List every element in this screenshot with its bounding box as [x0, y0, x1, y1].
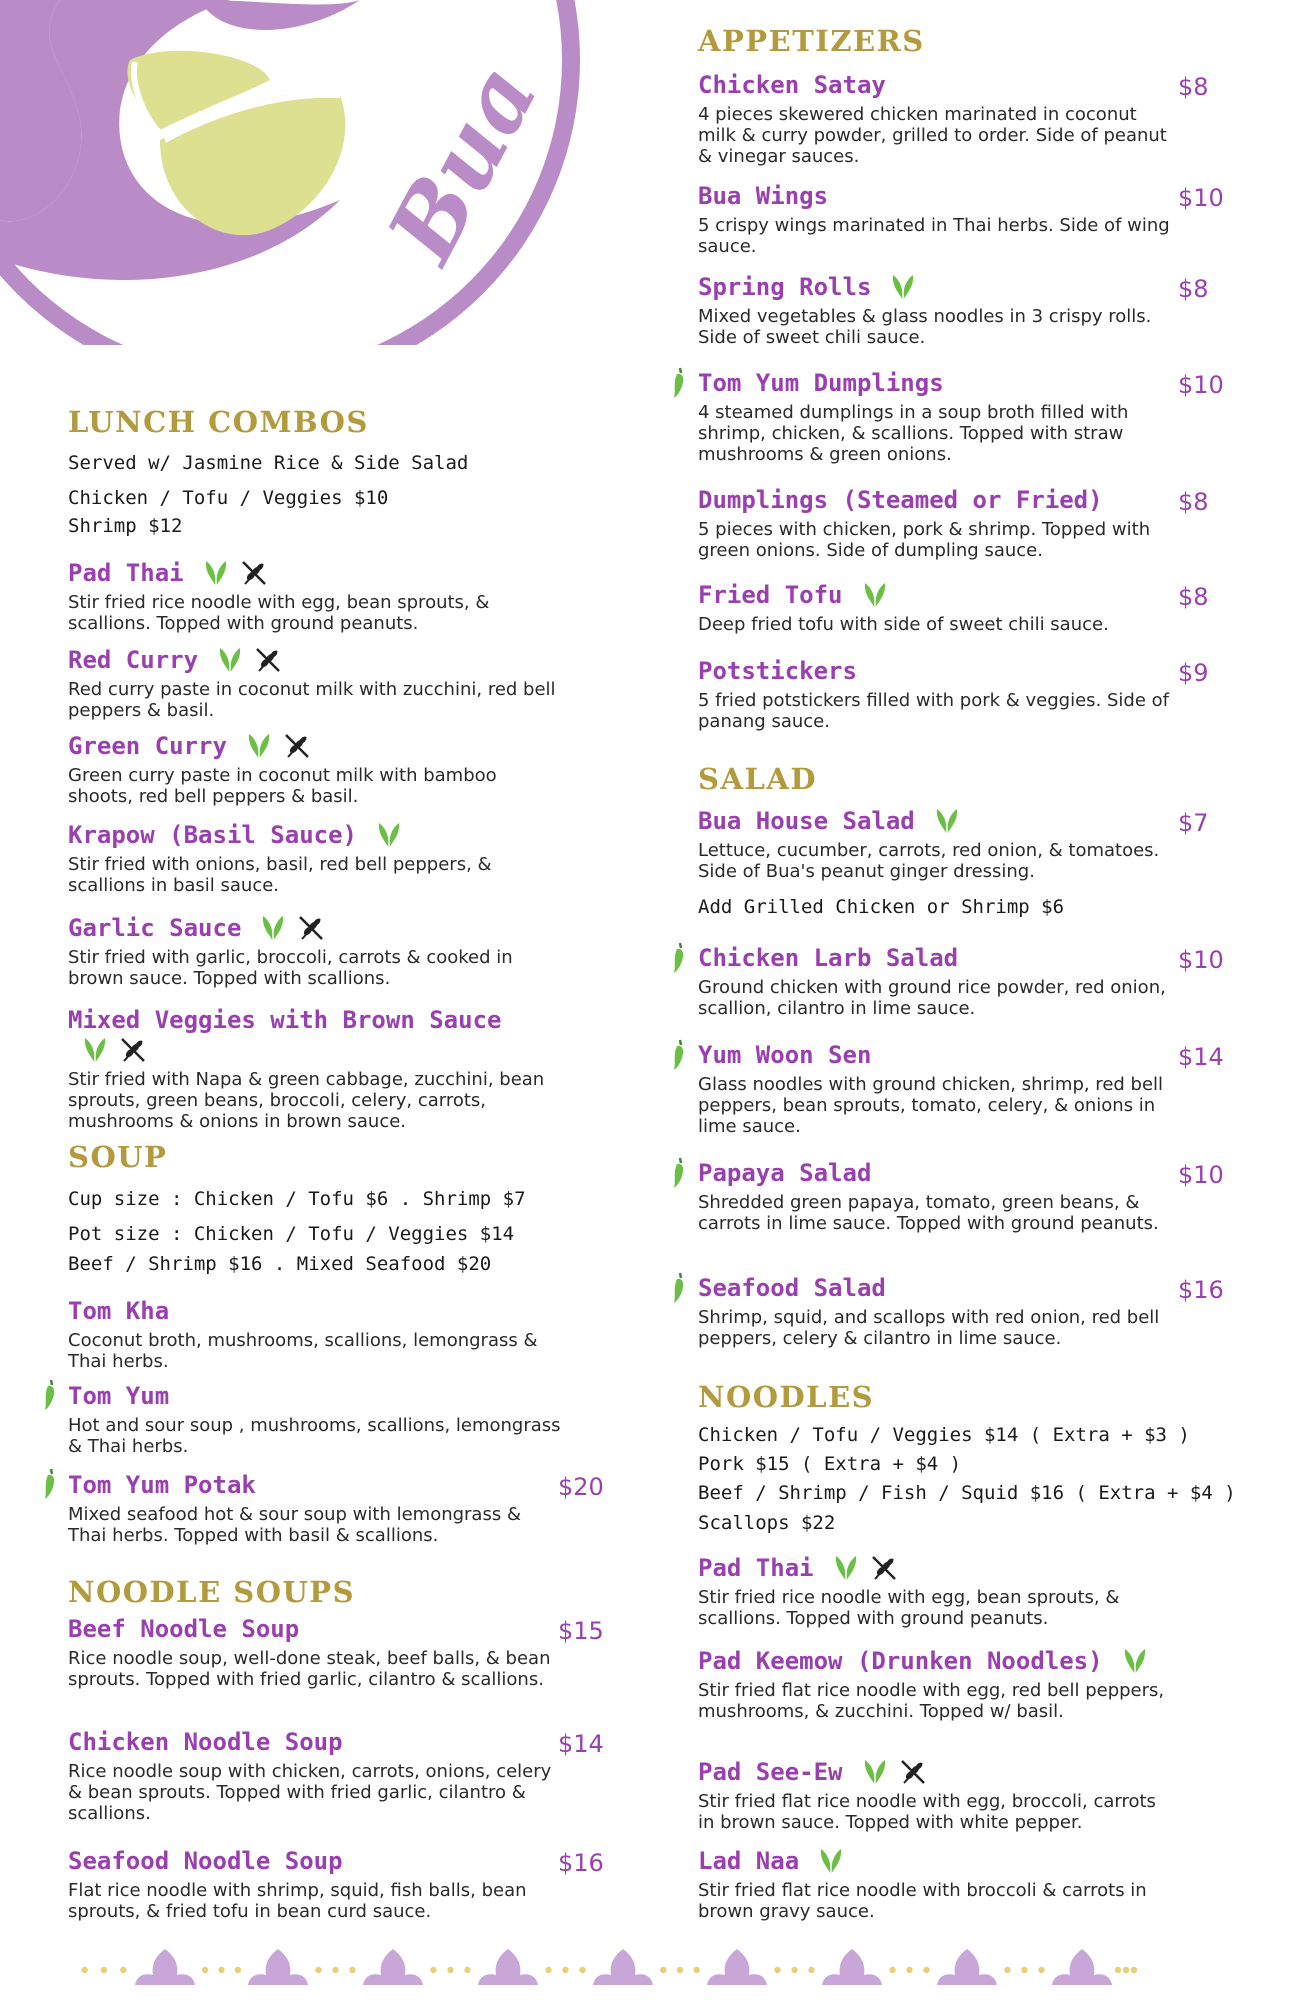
item-name: Garlic Sauce [68, 914, 242, 942]
chili-pepper-icon [42, 1378, 58, 1416]
menu-item [68, 731, 558, 807]
leaf-icon [932, 806, 962, 840]
menu-item [698, 368, 1228, 465]
border-dot [120, 1967, 126, 1973]
item-name: Lad Naa [698, 1847, 800, 1875]
item-desc: Red curry paste in coconut milk with zucchini, red bell peppers & basil. [68, 679, 556, 721]
item-desc: Coconut broth, mushrooms, scallions, lemongrass & Thai herbs. [68, 1330, 538, 1372]
noodles-info: Scallops $22 [698, 1512, 836, 1534]
menu-item [68, 913, 558, 989]
border-dot [791, 1967, 797, 1973]
noodles-info: Chicken / Tofu / Veggies $14 ( Extra + $3 ) [698, 1424, 1190, 1446]
lunch-info: Served w/ Jasmine Rice & Side Salad [68, 452, 469, 474]
item-desc: Stir fried flat rice noodle with egg, broccoli, carrots in brown sauce. Topped with white pepper. [698, 1791, 1156, 1833]
border-dot [1131, 1967, 1137, 1973]
menu-item [698, 806, 1228, 882]
no-wheat-icon [869, 1553, 899, 1587]
noodles-info: Beef / Shrimp / Fish / Squid $16 ( Extra + $4 ) [698, 1482, 1236, 1504]
lotus-border [0, 1945, 1294, 1995]
item-name: Fried Tofu [698, 581, 843, 609]
leaf-icon [374, 820, 404, 854]
border-dot [906, 1967, 912, 1973]
item-name: Pad See-Ew [698, 1758, 843, 1786]
chili-pepper-icon [671, 366, 687, 404]
logo-text: Bua [367, 47, 559, 279]
border-dot [677, 1967, 683, 1973]
item-name: Potstickers [698, 657, 857, 685]
section-title-appetizers: APPETIZERS [698, 24, 925, 58]
border-dot [1038, 1967, 1044, 1973]
menu-item [68, 1470, 608, 1546]
item-desc: Rice noodle soup, well-done steak, beef balls, & bean sprouts. Topped with fried garlic, cilantro & scallions. [68, 1648, 551, 1690]
item-name: Bua Wings [698, 182, 829, 210]
border-dot [430, 1967, 436, 1973]
item-price: $20 [558, 1473, 604, 1501]
item-desc: 5 crispy wings marinated in Thai herbs. Side of wing sauce. [698, 215, 1170, 257]
item-name: Chicken Noodle Soup [68, 1728, 343, 1756]
border-dot [332, 1967, 338, 1973]
section-title-salad: SALAD [698, 762, 817, 796]
item-name: Seafood Salad [698, 1274, 886, 1302]
soup-info: Pot size : Chicken / Tofu / Veggies $14 [68, 1223, 515, 1245]
border-dot [579, 1967, 585, 1973]
lotus-icon [937, 1949, 997, 1985]
item-desc: Stir fried with onions, basil, red bell peppers, & scallions in basil sauce. [68, 854, 492, 896]
item-name: Red Curry [68, 646, 199, 674]
menu-item [68, 1846, 608, 1922]
leaf-icon [860, 580, 890, 614]
menu-item [698, 1040, 1228, 1137]
item-price: $14 [1178, 1043, 1224, 1071]
border-dot [447, 1967, 453, 1973]
menu-item [698, 70, 1228, 167]
border-dot [218, 1967, 224, 1973]
menu-item [68, 1296, 568, 1372]
section-title-noodles: NOODLES [698, 1380, 875, 1414]
item-name: Tom Yum [68, 1382, 170, 1410]
item-name: Dumplings (Steamed or Fried) [698, 486, 1103, 514]
item-name: Yum Woon Sen [698, 1041, 872, 1069]
leaf-icon [831, 1553, 861, 1587]
item-desc: Glass noodles with ground chicken, shrimp, red bell peppers, bean sprouts, tomato, celery, & onions in lime sauce. [698, 1074, 1164, 1137]
section-title-lunch: LUNCH COMBOS [68, 405, 369, 439]
menu-item [698, 943, 1228, 1019]
leaf-icon [201, 558, 231, 592]
lotus-icon [248, 1949, 308, 1985]
item-desc: 4 steamed dumplings in a soup broth filled with shrimp, chicken, & scallions. Topped with straw mushrooms & green onions. [698, 402, 1129, 465]
item-name: Pad Thai [698, 1554, 814, 1582]
menu-item [698, 580, 1228, 635]
item-name: Pad Thai [68, 559, 184, 587]
no-wheat-icon [296, 913, 326, 947]
menu-item [698, 1646, 1228, 1722]
item-desc: 5 pieces with chicken, pork & shrimp. Topped with green onions. Side of dumpling sauce. [698, 519, 1151, 561]
item-desc: Shredded green papaya, tomato, green beans, & carrots in lime sauce. Topped with ground peanuts. [698, 1192, 1159, 1234]
item-price: $9 [1178, 659, 1209, 687]
chili-pepper-icon [671, 1038, 687, 1076]
menu-item [698, 1158, 1228, 1234]
item-price: $8 [1178, 583, 1209, 611]
item-desc: Lettuce, cucumber, carrots, red onion, & tomatoes. Side of Bua's peanut ginger dressing. [698, 840, 1160, 882]
border-dot [315, 1967, 321, 1973]
border-dot [545, 1967, 551, 1973]
leaf-icon [80, 1035, 110, 1069]
item-price: $15 [558, 1617, 604, 1645]
border-dot [235, 1967, 241, 1973]
border-dot [1004, 1967, 1010, 1973]
lotus-icon [363, 1949, 423, 1985]
item-name: Spring Rolls [698, 273, 872, 301]
border-dot [1123, 1967, 1129, 1973]
lotus-icon [822, 1949, 882, 1985]
item-name: Green Curry [68, 732, 227, 760]
chili-pepper-icon [42, 1467, 58, 1505]
item-price: $16 [1178, 1276, 1224, 1304]
chili-pepper-icon [671, 1271, 687, 1309]
item-desc: Stir fried with garlic, broccoli, carrots & cooked in brown sauce. Topped with scallions. [68, 947, 513, 989]
menu-item [698, 1553, 1228, 1629]
item-name: Chicken Satay [698, 71, 886, 99]
item-name: Beef Noodle Soup [68, 1615, 300, 1643]
menu-item [698, 272, 1228, 348]
section-title-noodle-soups: NOODLE SOUPS [68, 1575, 356, 1609]
item-desc: Hot and sour soup , mushrooms, scallions, lemongrass & Thai herbs. [68, 1415, 561, 1457]
menu-item [68, 1614, 608, 1690]
item-name: Seafood Noodle Soup [68, 1847, 343, 1875]
item-price: $10 [1178, 946, 1224, 974]
item-desc: Deep fried tofu with side of sweet chili sauce. [698, 614, 1109, 635]
menu-item [68, 558, 558, 634]
bua-logo [0, 0, 600, 345]
no-wheat-icon [239, 558, 269, 592]
item-price: $10 [1178, 371, 1224, 399]
leaf-icon [258, 913, 288, 947]
item-price: $16 [558, 1849, 604, 1877]
no-wheat-icon [118, 1035, 148, 1069]
item-desc: 5 fried potstickers filled with pork & veggies. Side of panang sauce. [698, 690, 1170, 732]
salad-addon: Add Grilled Chicken or Shrimp $6 [698, 896, 1065, 918]
item-desc: 4 pieces skewered chicken marinated in coconut milk & curry powder, grilled to order. Side of peanut & vinegar sauces. [698, 104, 1167, 167]
menu-item [68, 1005, 558, 1132]
item-desc: Stir fried rice noodle with egg, bean sprouts, & scallions. Topped with ground peanuts. [68, 592, 490, 634]
no-wheat-icon [253, 645, 283, 679]
item-name: Chicken Larb Salad [698, 944, 959, 972]
lunch-info: Shrimp $12 [68, 515, 183, 537]
item-name: Pad Keemow (Drunken Noodles) [698, 1647, 1103, 1675]
item-desc: Green curry paste in coconut milk with bamboo shoots, red bell peppers & basil. [68, 765, 497, 807]
lunch-info: Chicken / Tofu / Veggies $10 [68, 487, 389, 509]
border-dot [81, 1967, 87, 1973]
chili-pepper-icon [671, 941, 687, 979]
border-dot [808, 1967, 814, 1973]
item-desc: Ground chicken with ground rice powder, red onion, scallion, cilantro in lime sauce. [698, 977, 1166, 1019]
border-dot [202, 1967, 208, 1973]
leaf-icon [244, 731, 274, 765]
item-price: $7 [1178, 809, 1209, 837]
lotus-icon [478, 1949, 538, 1985]
leaf-icon [1120, 1646, 1150, 1680]
border-dot [923, 1967, 929, 1973]
soup-info: Cup size : Chicken / Tofu $6 . Shrimp $7 [68, 1188, 526, 1210]
item-desc: Mixed vegetables & glass noodles in 3 crispy rolls. Side of sweet chili sauce. [698, 306, 1152, 348]
item-desc: Stir fried with Napa & green cabbage, zucchini, bean sprouts, green beans, broccoli, celery, carrots, mushrooms & onions in brown sauce. [68, 1069, 545, 1132]
no-wheat-icon [898, 1757, 928, 1791]
item-price: $10 [1178, 1161, 1224, 1189]
border-dot [660, 1967, 666, 1973]
item-price: $8 [1178, 73, 1209, 101]
chili-pepper-icon [671, 1156, 687, 1194]
menu-item [698, 1273, 1228, 1349]
menu-item [68, 820, 558, 896]
item-price: $8 [1178, 275, 1209, 303]
item-price: $8 [1178, 488, 1209, 516]
item-name: Bua House Salad [698, 807, 915, 835]
border-dot [562, 1967, 568, 1973]
item-desc: Stir fried flat rice noodle with broccoli & carrots in brown gravy sauce. [698, 1880, 1147, 1922]
item-name: Papaya Salad [698, 1159, 872, 1187]
menu-item [698, 181, 1228, 257]
item-price: $14 [558, 1730, 604, 1758]
menu-item [698, 1757, 1228, 1833]
border-dot [889, 1967, 895, 1973]
leaf-icon [816, 1846, 846, 1880]
section-title-soup: SOUP [68, 1140, 168, 1174]
border-dot [464, 1967, 470, 1973]
item-name: Tom Yum Potak [68, 1471, 256, 1499]
item-desc: Stir fried flat rice noodle with egg, red bell peppers, mushrooms, & zucchini. Topped w/ basil. [698, 1680, 1165, 1722]
item-desc: Rice noodle soup with chicken, carrots, onions, celery & bean sprouts. Topped with fried garlic, cilantro & scallions. [68, 1761, 552, 1824]
soup-info: Beef / Shrimp $16 . Mixed Seafood $20 [68, 1253, 492, 1275]
leaf-icon [860, 1757, 890, 1791]
item-desc: Stir fried rice noodle with egg, bean sprouts, & scallions. Topped with ground peanuts. [698, 1587, 1120, 1629]
menu-item [68, 1727, 608, 1824]
menu-item [698, 485, 1228, 561]
item-name: Tom Kha [68, 1297, 170, 1325]
border-dot [101, 1967, 107, 1973]
border-dot [349, 1967, 355, 1973]
border-dot [1115, 1967, 1121, 1973]
leaf-icon [215, 645, 245, 679]
lotus-icon [135, 1949, 195, 1985]
item-name: Krapow (Basil Sauce) [68, 821, 357, 849]
item-price: $10 [1178, 184, 1224, 212]
item-desc: Shrimp, squid, and scallops with red onion, red bell peppers, celery & cilantro in lime sauce. [698, 1307, 1160, 1349]
menu-item [68, 1381, 568, 1457]
leaf-icon [888, 272, 918, 306]
menu-item [68, 645, 558, 721]
item-desc: Mixed seafood hot & sour soup with lemongrass & Thai herbs. Topped with basil & scallions. [68, 1504, 521, 1546]
border-dot [693, 1967, 699, 1973]
noodles-info: Pork $15 ( Extra + $4 ) [698, 1453, 962, 1475]
item-desc: Flat rice noodle with shrimp, squid, fish balls, bean sprouts, & fried tofu in bean curd sauce. [68, 1880, 527, 1922]
lotus-icon [707, 1949, 767, 1985]
menu-item [698, 1846, 1228, 1922]
no-wheat-icon [282, 731, 312, 765]
lotus-icon [1052, 1949, 1112, 1985]
item-name: Mixed Veggies with Brown Sauce [68, 1006, 502, 1034]
lotus-icon [593, 1949, 653, 1985]
border-dot [1021, 1967, 1027, 1973]
menu-item [698, 656, 1228, 732]
item-name: Tom Yum Dumplings [698, 369, 944, 397]
border-dot [774, 1967, 780, 1973]
